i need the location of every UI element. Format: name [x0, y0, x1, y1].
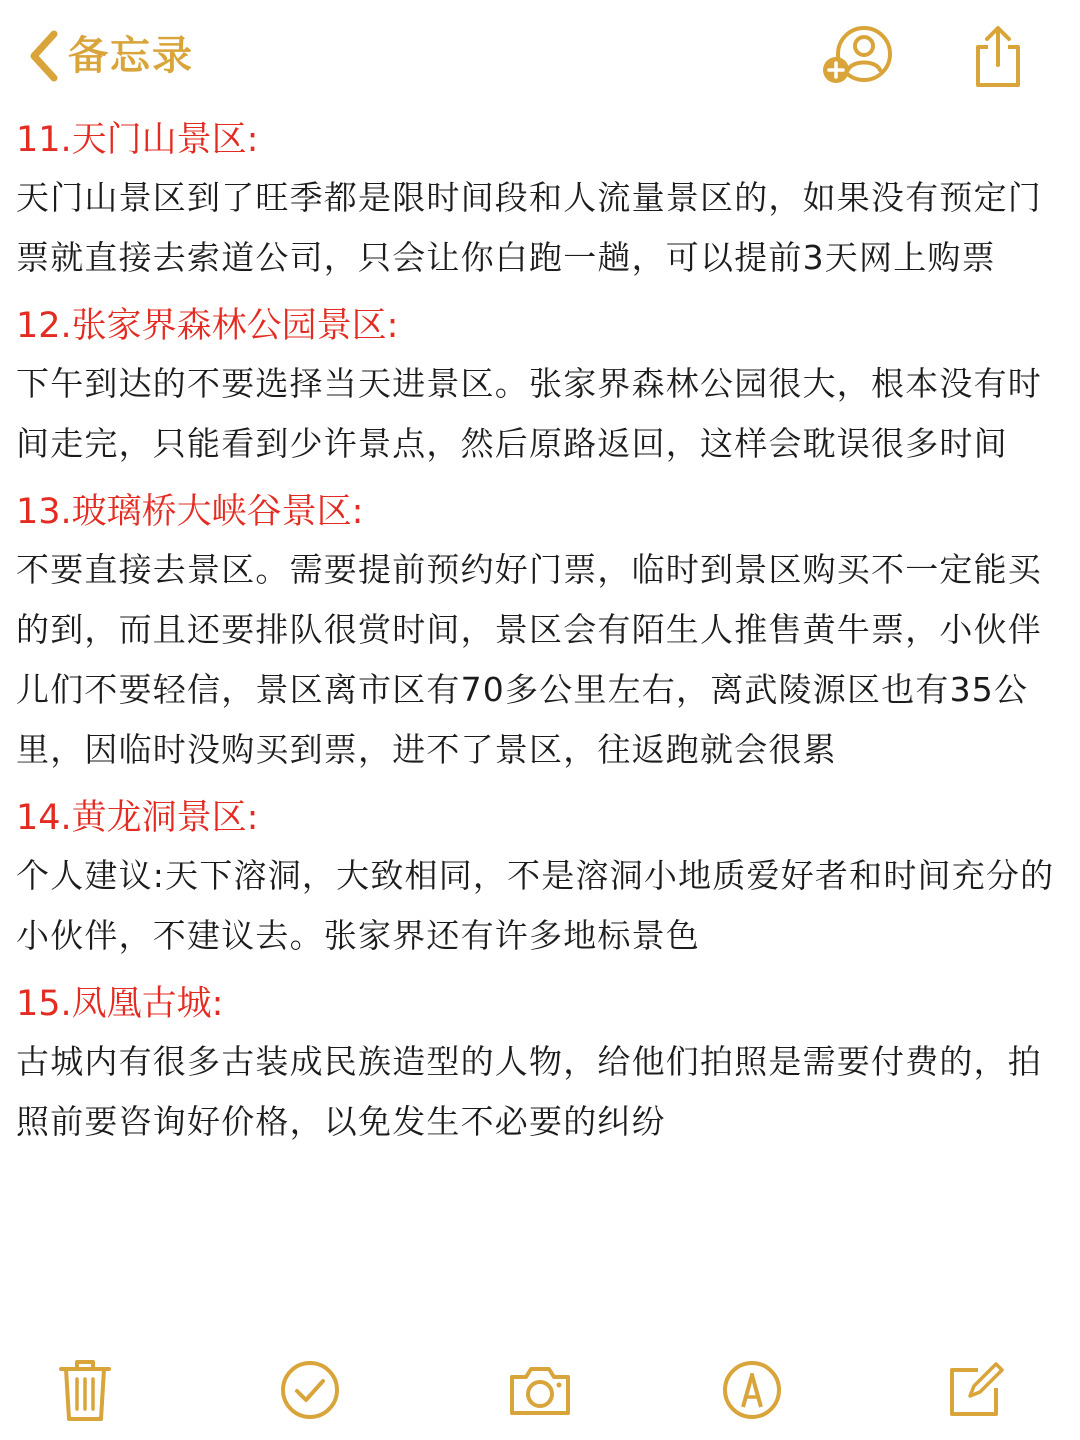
trash-icon [57, 1357, 113, 1427]
section-body: 古城内有很多古装成民族造型的人物，给他们拍照是需要付费的，拍照前要咨询好价格，以免发生不必要的纠纷 [16, 1042, 1042, 1141]
camera-button[interactable] [500, 1352, 580, 1432]
note-content[interactable] [16, 112, 1068, 1162]
back-button[interactable] [26, 24, 194, 88]
chevron-left-icon [26, 28, 60, 84]
section-title: 11.天门山景区: [16, 120, 259, 160]
markup-icon [721, 1359, 783, 1425]
compose-button[interactable] [936, 1352, 1016, 1432]
checklist-icon [279, 1359, 341, 1425]
section-title: 14.黄龙洞景区: [16, 798, 259, 838]
section-body: 不要直接去景区。需要提前预约好门票，临时到景区购买不一定能买的到，而且还要排队很赏时间，景区会有陌生人推售黄牛票，小伙伴儿们不要轻信，景区离市区有70多公里左右，离武陵源区也有35公里，因临时没购买到票，进不了景区，往返跑就会很累 [16, 550, 1042, 769]
share-icon [970, 23, 1026, 93]
navigation-bar [0, 0, 1080, 112]
delete-button[interactable] [45, 1352, 125, 1432]
note-section [16, 298, 1068, 474]
share-note-button[interactable] [818, 22, 898, 94]
markup-button[interactable] [712, 1352, 792, 1432]
compose-icon [944, 1358, 1008, 1426]
section-title: 12.张家界森林公园景区: [16, 306, 399, 346]
section-body: 下午到达的不要选择当天进景区。张家界森林公园很大，根本没有时间走完，只能看到少许景点，然后原路返回，这样会耽误很多时间 [16, 364, 1042, 463]
note-section [16, 976, 1068, 1152]
section-title: 15.凤凰古城: [16, 984, 224, 1024]
share-button[interactable] [956, 22, 1040, 94]
note-section [16, 790, 1068, 966]
note-section [16, 484, 1068, 780]
section-body: 天门山景区到了旺季都是限时间段和人流量景区的，如果没有预定门票就直接去索道公司，只会让你白跑一趟，可以提前3天网上购票 [16, 178, 1042, 277]
section-title: 13.玻璃桥大峡谷景区: [16, 492, 364, 532]
note-section [16, 112, 1068, 288]
section-body: 个人建议:天下溶洞，大致相同，不是溶洞小地质爱好者和时间充分的小伙伴，不建议去。张家界还有许多地标景色 [16, 856, 1055, 955]
checklist-button[interactable] [270, 1352, 350, 1432]
bottom-toolbar [0, 1340, 1080, 1440]
back-button-label: 备忘录 [68, 33, 194, 79]
camera-icon [506, 1361, 574, 1423]
person-add-icon [820, 24, 896, 92]
